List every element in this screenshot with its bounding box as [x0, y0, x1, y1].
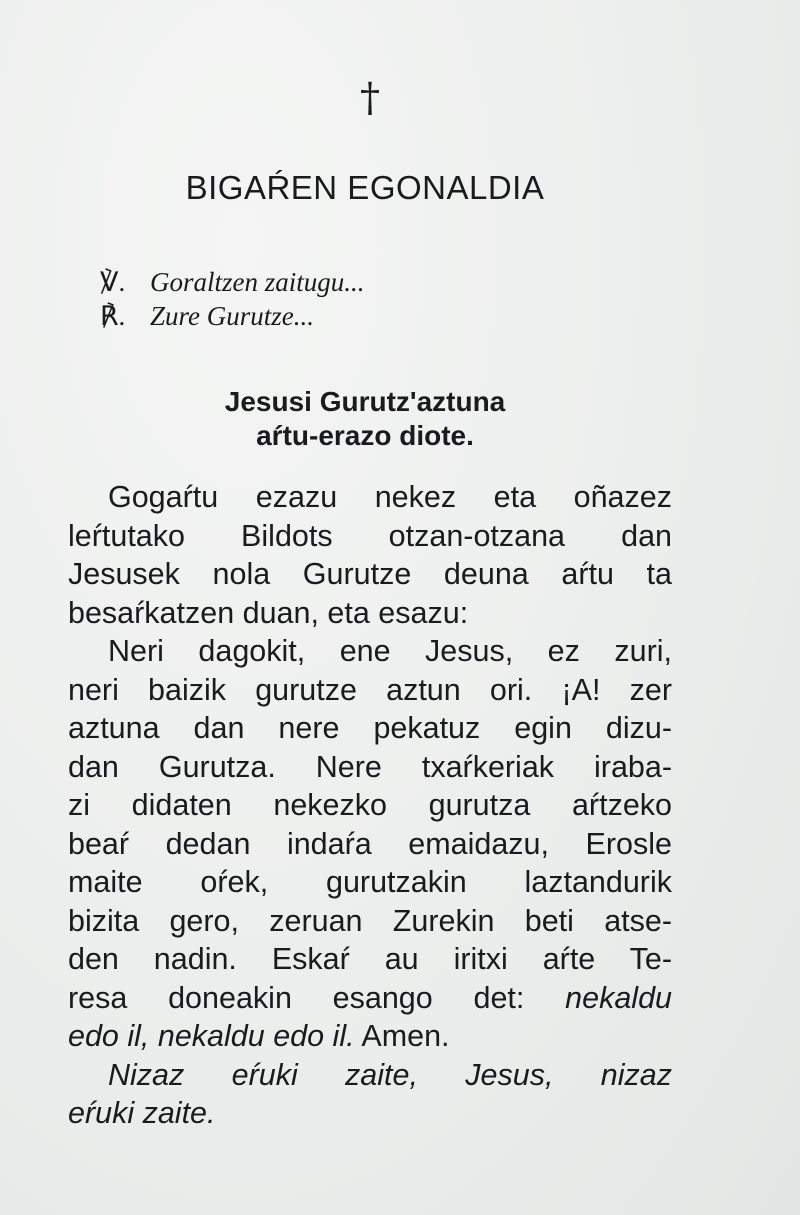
text-line: Gogaŕtu ezazu nekez eta oñazez: [108, 480, 672, 514]
cross-symbol: †: [360, 75, 380, 121]
text-line: beaŕ dedan indaŕa emaidazu, Erosle: [68, 826, 672, 861]
text-line: neri baizik gurutze aztun ori. ¡A! zer: [68, 672, 672, 707]
text-segment: resa doneakin esango det:: [68, 980, 525, 1015]
versicle-line: [100, 265, 365, 299]
response-text: Zure Gurutze...: [150, 301, 315, 331]
text-line: Neri dagokit, ene Jesus, ez zuri,: [108, 634, 672, 668]
response-line: [100, 299, 314, 333]
text-line: zi didaten nekezko gurutza aŕtzeko: [68, 788, 672, 822]
text-line: den nadin. Eskaŕ au iritxi aŕte Te-: [68, 942, 672, 976]
text-line: aztuna dan nere pekatuz egin dizu-: [68, 711, 672, 745]
text-line: bizita gero, zeruan Zurekin beti atse-: [68, 903, 672, 938]
section-heading-line-2: aŕtu-erazo diote.: [256, 420, 474, 451]
text-line: maite oŕek, gurutzakin laztandurik: [68, 865, 672, 899]
text-line: besaŕkatzen duan, eta esazu:: [68, 595, 469, 630]
text-line: [68, 1017, 672, 1056]
text-line: [68, 979, 672, 1018]
meditation-text: [68, 478, 672, 1133]
italic-segment: nekaldu: [565, 980, 672, 1015]
italic-segment: nekaldu edo il.: [157, 1019, 355, 1053]
text-segment: Amen.: [361, 1019, 450, 1053]
text-line: dan Gurutza. Nere txaŕkeriak iraba-: [68, 749, 672, 784]
text-line: leŕtutako Bildots otzan-otzana dan: [68, 518, 672, 553]
section-heading-line-1: Jesusi Gurutz'aztuna: [224, 386, 506, 417]
response-mark: ℟.: [100, 301, 126, 331]
text-line: Jesusek nola Gurutze deuna aŕtu ta: [68, 557, 672, 591]
closing-invocation-line: eŕuki zaite.: [68, 1096, 216, 1130]
versicle-text: Goraltzen zaitugu...: [150, 267, 365, 297]
closing-invocation-line: Nizaz eŕuki zaite, Jesus, nizaz: [108, 1057, 672, 1092]
versicle-mark: ℣.: [100, 267, 126, 297]
italic-segment: edo il,: [68, 1019, 150, 1053]
station-title: BIGAŔEN EGONALDIA: [185, 169, 545, 206]
